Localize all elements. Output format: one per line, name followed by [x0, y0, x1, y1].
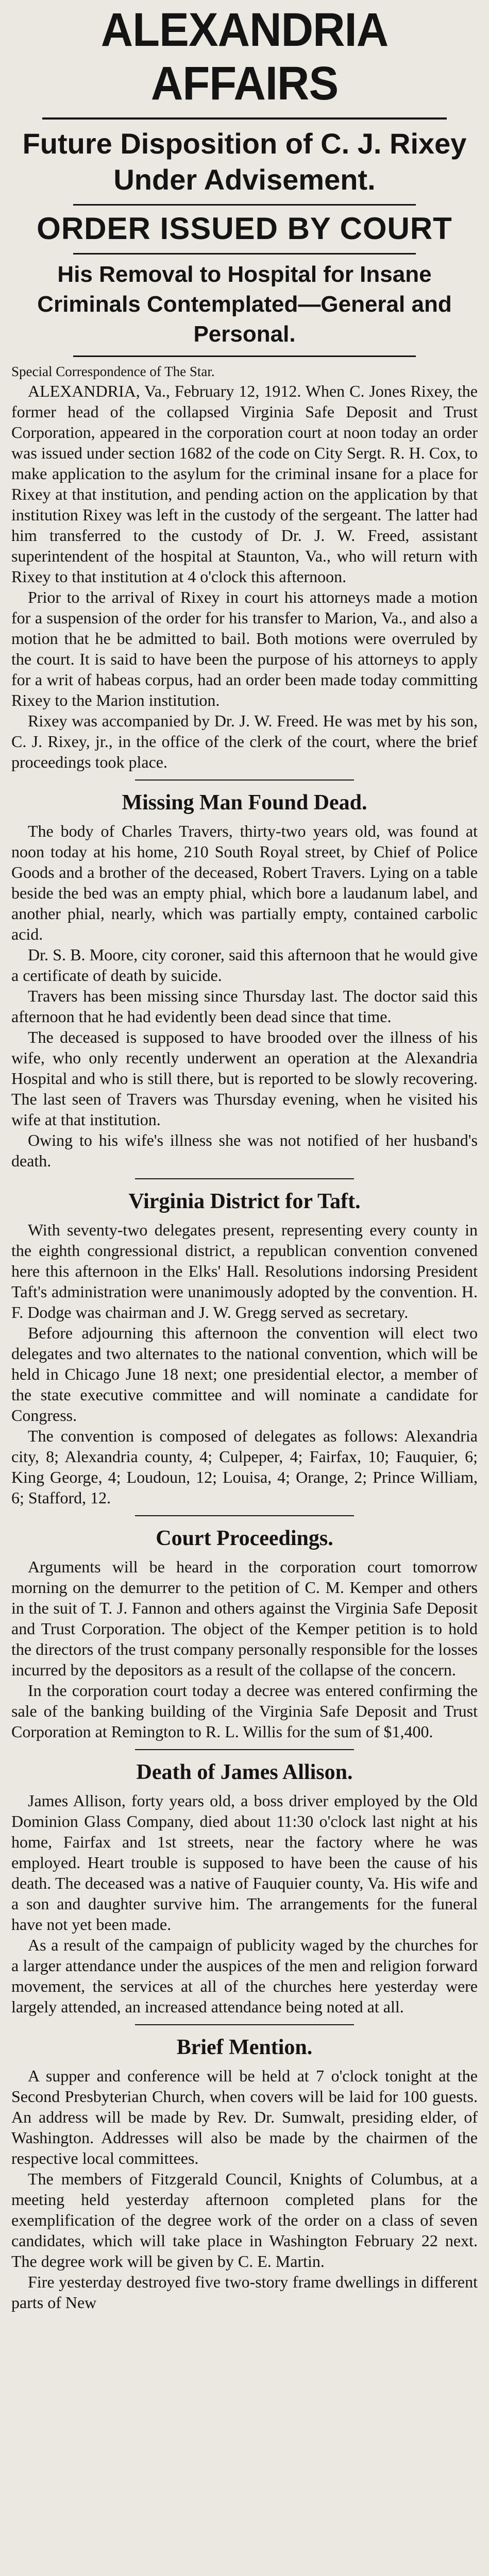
- subhead-death-allison: Death of James Allison.: [136, 1760, 353, 1784]
- article-rixey-paragraph: ALEXANDRIA, Va., February 12, 1912. When C. Jones Rixey, the former head of the collapsed Virginia Safe Deposit and Trust Corporation, appeared in the corporation court at noon today an order was issued under section 1682 of the code on City Sergt. R. H. Cox, to make application to the asylum for the criminal insane for a place for Rixey at that institution, and pending action on the application by that institution Rixey was left in the custody of the sergeant. The latter had him transferred to the custody of Dr. J. W. Freed, assistant superintendent of the hospital at Staunton, Va., who will return with Rixey to that institution at 4 o'clock this afternoon.: [11, 382, 478, 586]
- headline-rule: [42, 117, 447, 120]
- article-brief-mention-paragraph: The members of Fitzgerald Council, Knights of Columbus, at a meeting held yesterday afternoon completed plans for the exemplification of the degree work of the order on a class of seven candidates, which will take place in Washington February 22 next. The degree work will be given by C. E. Martin.: [11, 2170, 478, 2270]
- subhead-virginia-district: Virginia District for Taft.: [128, 1190, 361, 1213]
- deck-removal-hospital: His Removal to Hospital for Insane Criminals Contemplated—General and Personal.: [37, 262, 452, 347]
- subhead-court-proceedings: Court Proceedings.: [156, 1527, 333, 1550]
- article-rixey-paragraph: Rixey was accompanied by Dr. J. W. Freed. He was met by his son, C. J. Rixey, jr., in the office of the clerk of the court, where the brief proceedings took place.: [11, 711, 478, 771]
- section-divider: [135, 1515, 354, 1516]
- article-rixey-paragraph: Prior to the arrival of Rixey in court his attorneys made a motion for a suspension of the order for his transfer to Marion, Va., and also a motion that he be admitted to bail. Both motions were overruled by the court. It is said to have been the purpose of his attorneys to apply for a writ of habeas corpus, had an order been made today committing Rixey to the Marion institution.: [11, 588, 478, 709]
- article-missing-man: [11, 821, 478, 1171]
- article-brief-mention-paragraph: A supper and conference will be held at 7 o'clock tonight at the Second Presbyterian Church, when covers will be laid for 100 guests. An address will be made by Rev. Dr. Sumwalt, presiding elder, of Washington. Addresses will also be made by the chairmen of the respective local committees.: [11, 2066, 478, 2167]
- subhead-brief-mention: Brief Mention.: [176, 2036, 313, 2059]
- deck-rule-3: [73, 355, 416, 357]
- article-missing-man-paragraph: The deceased is supposed to have brooded over the illness of his wife, who only recently underwent an operation at the Alexandria Hospital and who is still there, but is reported to be slowly recovering. The last seen of Travers was Thursday evening, when he visited his wife at that institution.: [11, 1028, 478, 1129]
- article-death-allison: [11, 1790, 478, 2017]
- article-court-proceedings-paragraph: In the corporation court today a decree was entered confirming the sale of the banking building of the Virginia Safe Deposit and Trust Corporation at Remington to R. L. Willis for the sum of $1,400.: [11, 1681, 478, 1741]
- section-divider: [135, 1749, 354, 1750]
- section-divider: [135, 779, 354, 781]
- article-death-allison-paragraph: As a result of the campaign of publicity waged by the churches for a larger attendance under the auspices of the men and religion forward movement, the services at all of the churches here yesterday were largely attended, an increased attendance being noted at all.: [11, 1936, 478, 2016]
- article-virginia-district-paragraph: The convention is composed of delegates as follows: Alexandria city, 8; Alexandria county, 4; Culpeper, 4; Fairfax, 10; Fauquier, 6; King George, 4; Loudoun, 12; Louisa, 4; Orange, 2; Prince William, 6; Stafford, 12.: [11, 1427, 478, 1507]
- correspondence-line: Special Correspondence of The Star.: [11, 364, 215, 379]
- article-virginia-district: [11, 1219, 478, 1508]
- article-missing-man-paragraph: Dr. S. B. Moore, city coroner, said this afternoon that he would give a certificate of death by suicide.: [11, 945, 478, 985]
- subhead-missing-man: Missing Man Found Dead.: [122, 791, 367, 815]
- article-missing-man-paragraph: Travers has been missing since Thursday last. The doctor said this afternoon that he had evidently been dead since that time.: [11, 987, 478, 1026]
- article-virginia-district-paragraph: With seventy-two delegates present, representing every county in the eighth congressional district, a republican convention convened here this afternoon in the Elks' Hall. Resolutions indorsing President Taft's administration were unanimously adopted by the convention. H. F. Dodge was chairman and J. W. Gregg served as secretary.: [11, 1221, 478, 1321]
- article-missing-man-paragraph: The body of Charles Travers, thirty-two years old, was found at noon today at his home, 210 South Royal street, by Chief of Police Goods and a brother of the deceased, Robert Travers. Lying on a table beside the bed was an empty phial, which bore a laudanum label, and another phial, nearly, which was partially empty, contained carbolic acid.: [11, 822, 478, 943]
- article-court-proceedings-paragraph: Arguments will be heard in the corporation court tomorrow morning on the demurrer to the petition of C. M. Kemper and others in the suit of T. J. Fannon and others against the Virginia Safe Deposit and Trust Corporation. The object of the Kemper petition is to hold the directors of the trust company personally responsible for the losses incurred by the depositors as a result of the collapse of the concern.: [11, 1557, 478, 1679]
- article-missing-man-paragraph: Owing to his wife's illness she was not notified of her husband's death.: [11, 1131, 478, 1170]
- article-death-allison-paragraph: James Allison, forty years old, a boss driver employed by the Old Dominion Glass Company, died about 11:30 o'clock last night at his home, Fairfax and 1st streets, near the factory where he was employed. Heart trouble is supposed to have been the cause of his death. The deceased was a native of Fauquier county, Va. His wife and a son and daughter survive him. The arrangements for the funeral have not yet been made.: [11, 1791, 478, 1934]
- section-divider: [135, 2024, 354, 2025]
- main-headline: ALEXANDRIA AFFAIRS: [100, 4, 389, 110]
- deck-rule-2: [73, 253, 416, 255]
- article-column: [11, 3, 478, 2313]
- deck-rule-1: [73, 204, 416, 206]
- deck-order-issued: ORDER ISSUED BY COURT: [37, 211, 452, 246]
- article-virginia-district-paragraph: Before adjourning this afternoon the convention will elect two delegates and two alternates to the national convention, which will be held in Chicago June 18 next; one presidential elector, a member of the state executive committee and will nominate a candidate for Congress.: [11, 1324, 478, 1425]
- article-court-proceedings: [11, 1556, 478, 1742]
- article-brief-mention-paragraph: Fire yesterday destroyed five two-story frame dwellings in different parts of New: [11, 2273, 478, 2312]
- section-divider: [135, 1178, 354, 1179]
- article-brief-mention: [11, 2065, 478, 2313]
- deck-future-disposition: Future Disposition of C. J. Rixey Under Advisement.: [22, 127, 467, 196]
- article-rixey: [11, 381, 478, 772]
